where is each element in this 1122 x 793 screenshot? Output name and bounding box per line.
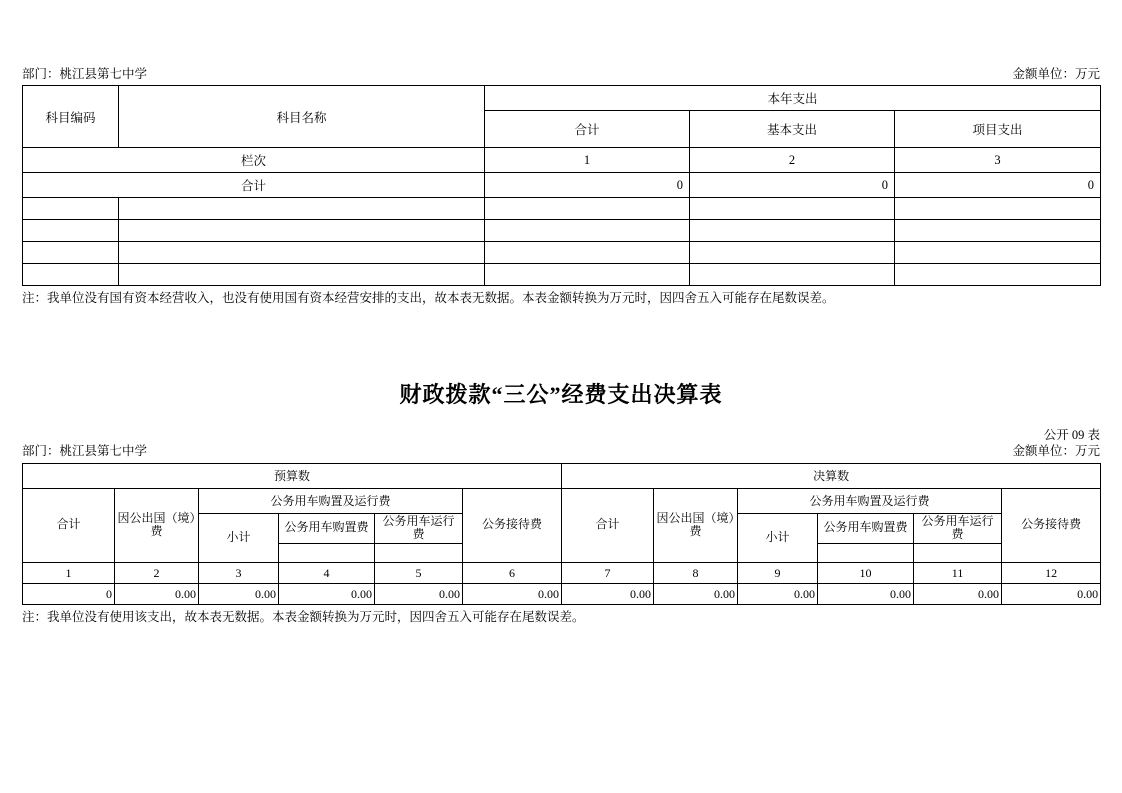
- table1-column-2: 2: [690, 148, 895, 173]
- table2-header-budget-vehicle-group: 公务用车购置及运行费: [199, 488, 463, 513]
- table2-meta-right: [1012, 427, 1100, 460]
- table2-header-final-vehicle-sub: 小计: [738, 513, 818, 563]
- table1-cell-empty: [485, 264, 690, 286]
- table2-header-spacer: [279, 544, 375, 563]
- table1-unit: 金额单位：万元: [1012, 67, 1100, 81]
- table2-value-4: 0.00: [279, 584, 375, 605]
- table2-value-1: 0: [23, 584, 115, 605]
- table2-header-final-vehicle-operation: 公务用车运行费: [914, 513, 1002, 544]
- table2-column-5: 5: [375, 563, 463, 584]
- table2-header-budget-vehicle-purchase: 公务用车购置费: [279, 513, 375, 544]
- table2-column-6: 6: [463, 563, 562, 584]
- table2-value-5: 0.00: [375, 584, 463, 605]
- table2-column-4: 4: [279, 563, 375, 584]
- table2-column-number-row: [23, 563, 1101, 584]
- table2-value-12: 0.00: [1002, 584, 1101, 605]
- table1-column-1: 1: [485, 148, 690, 173]
- table1-cell-empty: [895, 264, 1101, 286]
- table1-cell-empty: [119, 220, 485, 242]
- page-title: 财政拨款“三公”经费支出决算表: [399, 382, 723, 407]
- table1-total-value: 0: [485, 173, 690, 198]
- table1-header-total: 合计: [485, 111, 690, 148]
- table2-column-8: 8: [654, 563, 738, 584]
- table2-department: 部门：桃江县第七中学: [22, 444, 148, 458]
- table1-cell-empty: [485, 220, 690, 242]
- table1-header-project: 项目支出: [895, 111, 1101, 148]
- table2-form-number: 公开 09 表: [1043, 428, 1100, 442]
- table1-total-row: [23, 173, 1101, 198]
- table1-cell-empty: [119, 242, 485, 264]
- table1-cell-empty: [690, 264, 895, 286]
- table2-value-row: [23, 584, 1101, 605]
- table-row: [23, 198, 1101, 220]
- table2: [22, 463, 1101, 606]
- table2-value-10: 0.00: [818, 584, 914, 605]
- table2-value-3: 0.00: [199, 584, 279, 605]
- table2-header-final-group: 决算数: [562, 463, 1101, 488]
- table2-header-row-2: [23, 488, 1101, 513]
- table1-cell-empty: [895, 242, 1101, 264]
- table-row: [23, 242, 1101, 264]
- table1-cell-empty: [119, 264, 485, 286]
- table2-header-final-vehicle-group: 公务用车购置及运行费: [738, 488, 1002, 513]
- table2-header-budget-reception: 公务接待费: [463, 488, 562, 563]
- table2-value-11: 0.00: [914, 584, 1002, 605]
- table2-header-final-total: 合计: [562, 488, 654, 563]
- table2-column-7: 7: [562, 563, 654, 584]
- table1-column-3: 3: [895, 148, 1101, 173]
- table2-header-spacer: [914, 544, 1002, 563]
- table2-column-1: 1: [23, 563, 115, 584]
- table2-header-final-vehicle-purchase: 公务用车购置费: [818, 513, 914, 544]
- table2-value-2: 0.00: [115, 584, 199, 605]
- table1-department: 部门：桃江县第七中学: [22, 67, 148, 81]
- table1: [22, 85, 1101, 286]
- table1-meta-row: [22, 66, 1100, 82]
- table2-column-10: 10: [818, 563, 914, 584]
- table1-cell-empty: [895, 220, 1101, 242]
- table1-cell-empty: [23, 220, 119, 242]
- table1-column-number-row: [23, 148, 1101, 173]
- table2-note: 注：我单位没有使用该支出，故本表无数据。本表金额转换为万元时，因四舍五入可能存在尾数误差。: [22, 610, 585, 625]
- section-state-capital-table: [22, 66, 1100, 308]
- table2-header-budget-vehicle-sub: 小计: [199, 513, 279, 563]
- table1-cell-empty: [23, 198, 119, 220]
- table1-header-name: 科目名称: [119, 86, 485, 148]
- section-three-public-table: [22, 378, 1100, 627]
- table1-cell-empty: [485, 198, 690, 220]
- table1-cell-empty: [485, 242, 690, 264]
- table2-value-7: 0.00: [562, 584, 654, 605]
- table2-header-final-abroad: 因公出国（境）费: [654, 488, 738, 563]
- table2-column-3: 3: [199, 563, 279, 584]
- table2-value-8: 0.00: [654, 584, 738, 605]
- table-row: [23, 264, 1101, 286]
- table1-cell-empty: [895, 198, 1101, 220]
- table1-cell-empty: [119, 198, 485, 220]
- table2-column-12: 12: [1002, 563, 1101, 584]
- table1-note: 注：我单位没有国有资本经营收入，也没有使用国有资本经营安排的支出，故本表无数据。本表金额转换为万元时，因四舍五入可能存在尾数误差。: [22, 291, 835, 306]
- table2-value-9: 0.00: [738, 584, 818, 605]
- table2-header-final-reception: 公务接待费: [1002, 488, 1101, 563]
- table1-header-basic: 基本支出: [690, 111, 895, 148]
- table1-column-label: 栏次: [23, 148, 485, 173]
- table2-column-2: 2: [115, 563, 199, 584]
- table2-header-budget-group: 预算数: [23, 463, 562, 488]
- table-row: [23, 220, 1101, 242]
- table1-cell-empty: [690, 198, 895, 220]
- table1-cell-empty: [23, 264, 119, 286]
- table1-project-value: 0: [895, 173, 1101, 198]
- table2-meta-row: [22, 427, 1100, 460]
- table2-header-spacer: [375, 544, 463, 563]
- table2-header-spacer: [818, 544, 914, 563]
- table2-column-11: 11: [914, 563, 1002, 584]
- table1-total-label: 合计: [23, 173, 485, 198]
- table1-basic-value: 0: [690, 173, 895, 198]
- table1-header-row-1: [23, 86, 1101, 111]
- table1-header-current-year: 本年支出: [485, 86, 1101, 111]
- table2-header-row-1: [23, 463, 1101, 488]
- table1-cell-empty: [690, 242, 895, 264]
- table1-header-code: 科目编码: [23, 86, 119, 148]
- table2-header-budget-vehicle-operation: 公务用车运行费: [375, 513, 463, 544]
- table2-column-9: 9: [738, 563, 818, 584]
- table2-unit: 金额单位：万元: [1012, 444, 1100, 459]
- table2-header-budget-total: 合计: [23, 488, 115, 563]
- table1-cell-empty: [23, 242, 119, 264]
- table2-value-6: 0.00: [463, 584, 562, 605]
- table2-header-budget-abroad: 因公出国（境）费: [115, 488, 199, 563]
- table1-cell-empty: [690, 220, 895, 242]
